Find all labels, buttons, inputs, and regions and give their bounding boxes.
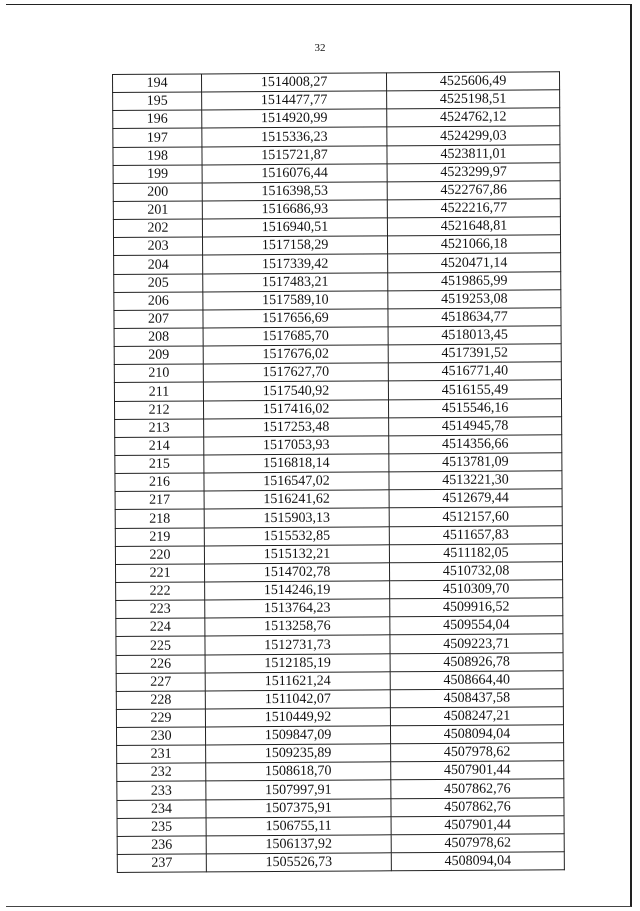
point-number-cell: 207 [114, 310, 203, 329]
y-coordinate-cell: 4519865,99 [388, 271, 561, 290]
y-coordinate-cell: 4518634,77 [388, 308, 561, 327]
y-coordinate-cell: 4507978,62 [391, 834, 564, 853]
point-number-cell: 221 [115, 564, 204, 583]
y-coordinate-cell: 4512679,44 [389, 489, 562, 508]
x-coordinate-cell: 1514477,77 [202, 91, 387, 110]
x-coordinate-cell: 1509235,89 [206, 744, 391, 763]
point-number-cell: 212 [114, 400, 203, 419]
x-coordinate-cell: 1514702,78 [204, 563, 389, 582]
y-coordinate-cell: 4514945,78 [389, 416, 562, 435]
y-coordinate-cell: 4523811,01 [387, 144, 560, 163]
point-number-cell: 216 [115, 473, 204, 492]
point-number-cell: 213 [115, 419, 204, 438]
x-coordinate-cell: 1517685,70 [203, 327, 388, 346]
x-coordinate-cell: 1505526,73 [206, 853, 391, 872]
point-number-cell: 229 [116, 709, 205, 728]
point-number-cell: 211 [114, 382, 203, 401]
x-coordinate-cell: 1511042,07 [205, 690, 390, 709]
point-number-cell: 231 [117, 745, 206, 764]
y-coordinate-cell: 4507901,44 [391, 816, 564, 835]
y-coordinate-cell: 4508437,58 [390, 689, 563, 708]
point-number-cell: 200 [113, 183, 202, 202]
point-number-cell: 220 [115, 546, 204, 565]
page-number: 32 [314, 42, 326, 54]
y-coordinate-cell: 4518013,45 [388, 326, 561, 345]
y-coordinate-cell: 4524762,12 [387, 108, 560, 127]
point-number-cell: 205 [114, 273, 203, 292]
point-number-cell: 210 [114, 364, 203, 383]
x-coordinate-cell: 1517656,69 [203, 309, 388, 328]
x-coordinate-cell: 1517339,42 [203, 254, 388, 273]
y-coordinate-cell: 4515546,16 [388, 398, 561, 417]
point-number-cell: 223 [116, 600, 205, 619]
point-number-cell: 234 [117, 800, 206, 819]
x-coordinate-cell: 1517676,02 [203, 345, 388, 364]
x-coordinate-cell: 1515903,13 [204, 508, 389, 527]
y-coordinate-cell: 4507862,76 [391, 797, 564, 816]
point-number-cell: 236 [117, 836, 206, 855]
x-coordinate-cell: 1513764,23 [205, 599, 390, 618]
x-coordinate-cell: 1516547,02 [204, 472, 389, 491]
point-number-cell: 222 [116, 582, 205, 601]
point-number-cell: 198 [113, 147, 202, 166]
point-number-cell: 204 [114, 255, 203, 274]
point-number-cell: 218 [115, 509, 204, 528]
y-coordinate-cell: 4507901,44 [391, 761, 564, 780]
y-coordinate-cell: 4523299,97 [387, 162, 560, 181]
x-coordinate-cell: 1517416,02 [203, 399, 388, 418]
x-coordinate-cell: 1514008,27 [202, 73, 387, 92]
y-coordinate-cell: 4507862,76 [391, 779, 564, 798]
point-number-cell: 237 [117, 854, 206, 873]
x-coordinate-cell: 1515721,87 [202, 145, 387, 164]
y-coordinate-cell: 4521066,18 [387, 235, 560, 254]
x-coordinate-cell: 1516686,93 [202, 200, 387, 219]
y-coordinate-cell: 4509916,52 [390, 598, 563, 617]
y-coordinate-cell: 4521648,81 [387, 217, 560, 236]
point-number-cell: 208 [114, 328, 203, 347]
x-coordinate-cell: 1517540,92 [203, 381, 388, 400]
x-coordinate-cell: 1517158,29 [202, 236, 387, 255]
x-coordinate-cell: 1506755,11 [206, 817, 391, 836]
x-coordinate-cell: 1517627,70 [203, 363, 388, 382]
point-number-cell: 202 [113, 219, 202, 238]
y-coordinate-cell: 4522216,77 [387, 199, 560, 218]
x-coordinate-cell: 1513258,76 [205, 617, 390, 636]
y-coordinate-cell: 4520471,14 [388, 253, 561, 272]
x-coordinate-cell: 1516076,44 [202, 164, 387, 183]
point-number-cell: 203 [114, 237, 203, 256]
y-coordinate-cell: 4514356,66 [389, 435, 562, 454]
x-coordinate-cell: 1516818,14 [204, 454, 389, 473]
x-coordinate-cell: 1516241,62 [204, 490, 389, 509]
x-coordinate-cell: 1510449,92 [205, 708, 390, 727]
x-coordinate-cell: 1507375,91 [206, 798, 391, 817]
point-number-cell: 227 [116, 673, 205, 692]
x-coordinate-cell: 1515532,85 [204, 526, 389, 545]
y-coordinate-cell: 4510309,70 [390, 580, 563, 599]
point-number-cell: 199 [113, 165, 202, 184]
table-row [117, 852, 564, 873]
y-coordinate-cell: 4509554,04 [390, 616, 563, 635]
point-number-cell: 226 [116, 654, 205, 673]
x-coordinate-cell: 1512731,73 [205, 635, 390, 654]
x-coordinate-cell: 1516398,53 [202, 182, 387, 201]
y-coordinate-cell: 4524299,03 [387, 126, 560, 145]
point-number-cell: 228 [116, 691, 205, 710]
point-number-cell: 224 [116, 618, 205, 637]
x-coordinate-cell: 1512185,19 [205, 653, 390, 672]
y-coordinate-cell: 4513781,09 [389, 453, 562, 472]
x-coordinate-cell: 1517253,48 [204, 417, 389, 436]
y-coordinate-cell: 4510732,08 [389, 562, 562, 581]
point-number-cell: 194 [113, 74, 202, 93]
point-number-cell: 196 [113, 110, 202, 129]
y-coordinate-cell: 4522767,86 [387, 181, 560, 200]
y-coordinate-cell: 4517391,52 [388, 344, 561, 363]
x-coordinate-cell: 1517483,21 [203, 272, 388, 291]
point-number-cell: 201 [113, 201, 202, 220]
point-number-cell: 219 [115, 527, 204, 546]
point-number-cell: 232 [117, 763, 206, 782]
point-number-cell: 206 [114, 292, 203, 311]
point-number-cell: 233 [117, 781, 206, 800]
y-coordinate-cell: 4511182,05 [389, 543, 562, 562]
y-coordinate-cell: 4525198,51 [387, 90, 560, 109]
y-coordinate-cell: 4508664,40 [390, 670, 563, 689]
x-coordinate-cell: 1507997,91 [206, 780, 391, 799]
x-coordinate-cell: 1506137,92 [206, 835, 391, 854]
y-coordinate-cell: 4525606,49 [386, 72, 559, 91]
point-number-cell: 214 [115, 437, 204, 456]
point-number-cell: 209 [114, 346, 203, 365]
y-coordinate-cell: 4512157,60 [389, 507, 562, 526]
x-coordinate-cell: 1511621,24 [205, 671, 390, 690]
x-coordinate-cell: 1514920,99 [202, 109, 387, 128]
y-coordinate-cell: 4509223,71 [390, 634, 563, 653]
x-coordinate-cell: 1508618,70 [206, 762, 391, 781]
point-number-cell: 197 [113, 128, 202, 147]
y-coordinate-cell: 4516771,40 [388, 362, 561, 381]
point-number-cell: 215 [115, 455, 204, 474]
point-number-cell: 195 [113, 92, 202, 111]
point-number-cell: 230 [116, 727, 205, 746]
y-coordinate-cell: 4508926,78 [390, 652, 563, 671]
y-coordinate-cell: 4508094,04 [390, 725, 563, 744]
point-number-cell: 235 [117, 818, 206, 837]
coordinates-table [112, 71, 565, 873]
x-coordinate-cell: 1517589,10 [203, 291, 388, 310]
x-coordinate-cell: 1514246,19 [205, 581, 390, 600]
point-number-cell: 217 [115, 491, 204, 510]
y-coordinate-cell: 4516155,49 [388, 380, 561, 399]
table-body [113, 72, 565, 873]
x-coordinate-cell: 1515336,23 [202, 127, 387, 146]
y-coordinate-cell: 4507978,62 [391, 743, 564, 762]
x-coordinate-cell: 1515132,21 [204, 544, 389, 563]
y-coordinate-cell: 4513221,30 [389, 471, 562, 490]
y-coordinate-cell: 4508094,04 [391, 852, 564, 871]
x-coordinate-cell: 1509847,09 [205, 726, 390, 745]
y-coordinate-cell: 4519253,08 [388, 289, 561, 308]
y-coordinate-cell: 4511657,83 [389, 525, 562, 544]
point-number-cell: 225 [116, 636, 205, 655]
x-coordinate-cell: 1516940,51 [202, 218, 387, 237]
y-coordinate-cell: 4508247,21 [390, 707, 563, 726]
x-coordinate-cell: 1517053,93 [204, 436, 389, 455]
